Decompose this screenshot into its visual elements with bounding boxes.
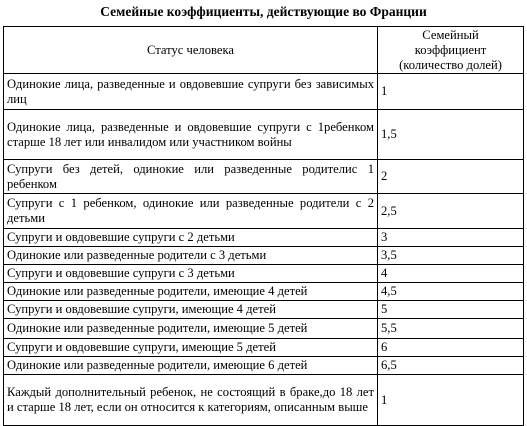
header-coefficient [378, 27, 524, 74]
header-coefficient-line-3: (количество долей) [399, 57, 502, 72]
status-cell: Супруги и овдовевшие супруги, имеющие 4 детей [4, 301, 378, 319]
table-row [4, 110, 524, 160]
status-cell: Одинокие или разведенные родители, имеющие 6 детей [4, 357, 378, 375]
coefficient-cell: 5,5 [378, 319, 524, 339]
coefficient-cell: 1 [378, 74, 524, 110]
table-header-row [4, 27, 524, 74]
coefficient-cell: 1,5 [378, 110, 524, 160]
coefficient-cell: 1 [378, 375, 524, 426]
coefficient-cell: 3 [378, 229, 524, 247]
coefficient-cell: 2,5 [378, 194, 524, 229]
table-row [4, 229, 524, 247]
status-cell: Одинокие лица, разведенные и овдовевшие супруги с 1ребенком старше 18 лет или инвалидом или участником войны [4, 110, 378, 160]
table-row [4, 160, 524, 194]
coefficient-cell: 6,5 [378, 357, 524, 375]
table-row [4, 194, 524, 229]
status-cell: Одинокие или разведенные родители, имеющие 5 детей [4, 319, 378, 339]
status-cell: Одинокие или разведенные родители, имеющие 4 детей [4, 283, 378, 301]
status-cell: Супруги и овдовевшие супруги с 2 детьми [4, 229, 378, 247]
coefficient-cell: 4,5 [378, 283, 524, 301]
coefficient-cell: 2 [378, 160, 524, 194]
coefficient-cell: 3,5 [378, 247, 524, 265]
table-row [4, 247, 524, 265]
status-cell: Одинокие лица, разведенные и овдовевшие супруги без зависимых лиц [4, 74, 378, 110]
status-cell: Супруги без детей, одинокие или разведенные родителис 1 ребенком [4, 160, 378, 194]
table-title: Семейные коэффициенты, действующие во Франции [100, 4, 427, 19]
header-coefficient-line-1: Семейный [422, 27, 479, 42]
table-row [4, 339, 524, 357]
table-row [4, 319, 524, 339]
header-coefficient-line-2: коэффициент [414, 42, 487, 57]
table-row [4, 301, 524, 319]
coefficient-cell: 4 [378, 265, 524, 283]
header-status: Статус человека [4, 27, 378, 74]
status-cell: Супруги и овдовевшие супруги с 3 детьми [4, 265, 378, 283]
table-row [4, 265, 524, 283]
status-cell: Каждый дополнительный ребенок, не состоящий в браке,до 18 лет и старше 18 лет, если он относится к категориям, описанным выше [4, 375, 378, 426]
status-cell: Одинокие или разведенные родители с 3 детьми [4, 247, 378, 265]
status-cell: Супруги с 1 ребенком, одинокие или разведенные родители с 2 детьми [4, 194, 378, 229]
table-row [4, 375, 524, 426]
table-row [4, 74, 524, 110]
status-cell: Супруги и овдовевшие супруги, имеющие 5 детей [4, 339, 378, 357]
family-coefficient-table [3, 26, 524, 426]
table-row [4, 283, 524, 301]
table-row [4, 357, 524, 375]
coefficient-cell: 6 [378, 339, 524, 357]
coefficient-cell: 5 [378, 301, 524, 319]
